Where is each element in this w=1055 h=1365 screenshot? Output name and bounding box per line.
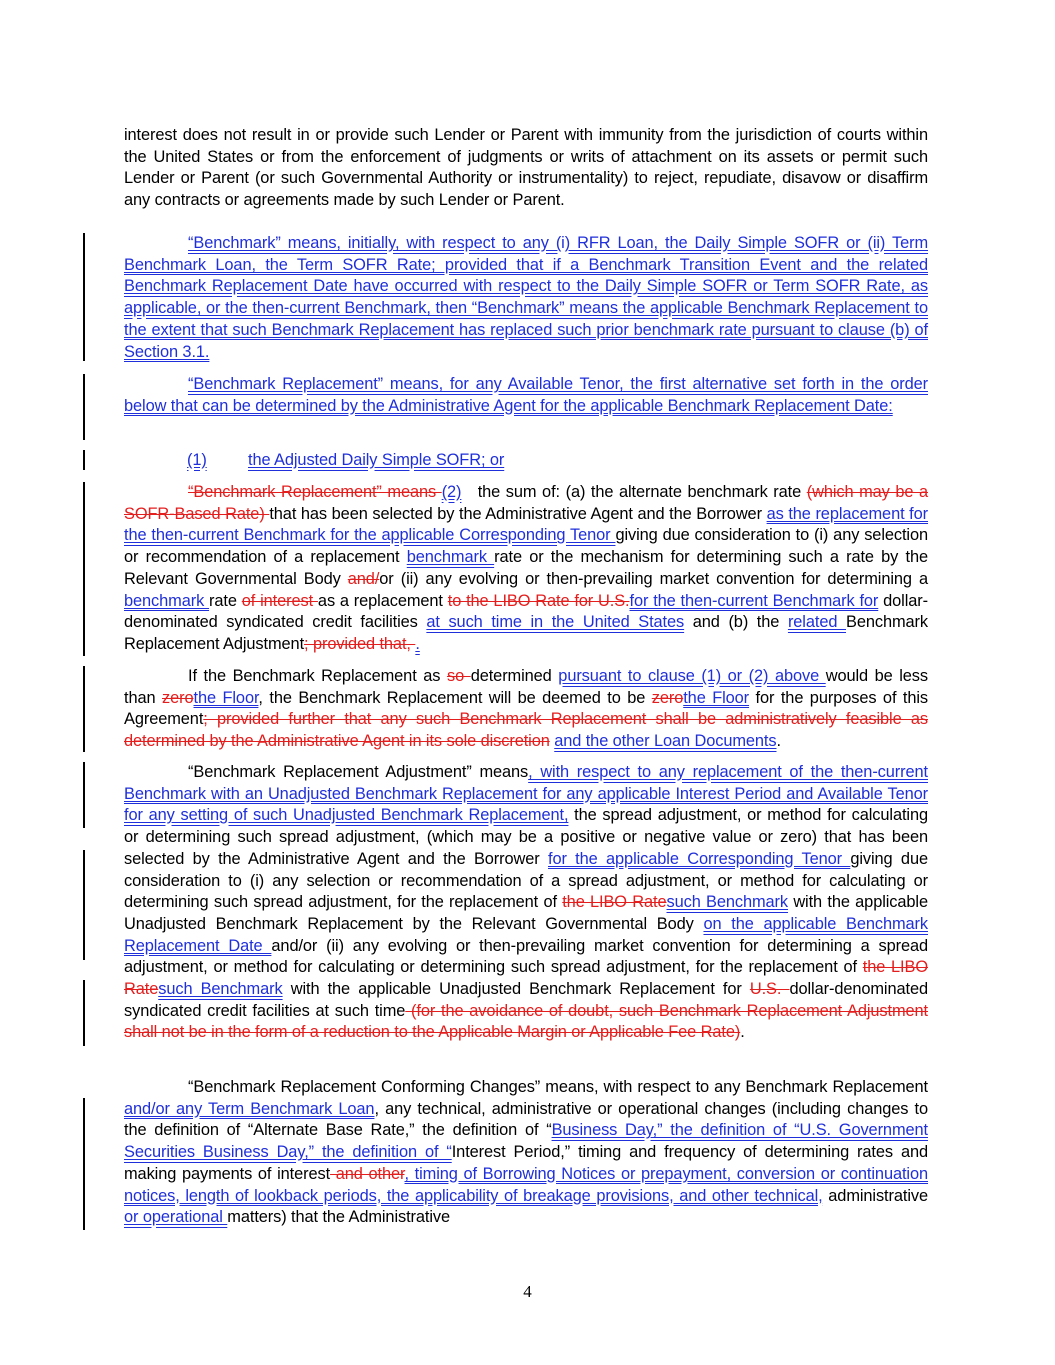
inserted-text: benchmark — [406, 548, 495, 567]
body-text: If the Benchmark Replacement as — [188, 667, 447, 685]
body-text: , the Benchmark Replacement will be deemed to be — [258, 688, 652, 707]
deleted-text: and other — [330, 1164, 405, 1183]
inserted-text: benchmark — [124, 591, 210, 610]
inserted-text: the Floor — [683, 688, 750, 707]
page-number: 4 — [523, 1282, 532, 1301]
change-bar — [83, 850, 85, 894]
inserted-text: “Benchmark Replacement” means, for any Available Tenor, the first alternative set forth in the order below that can be determined by the Administrative Agent for the applicable Benchmark Replacement Date: — [124, 375, 928, 415]
deleted-text: ; provided further that any such Benchmark Replacement shall be administratively feasible as determined by the Administrative Agent in its sole discretion — [124, 710, 928, 751]
change-bar — [83, 762, 85, 828]
definition-benchmark-replacement-adjustment — [124, 762, 928, 1044]
inserted-text: the Floor — [193, 688, 259, 707]
inserted-text: such Benchmark — [666, 893, 789, 912]
body-text: Benchmark Replacement Adjustment — [124, 613, 928, 653]
list-item-2 — [124, 482, 928, 656]
change-bar — [83, 666, 85, 752]
body-text: . — [776, 732, 781, 751]
body-text: matters) that the Administrative — [227, 1208, 451, 1227]
deleted-text: zero — [651, 688, 684, 707]
change-bar — [83, 938, 85, 960]
paragraph-text: interest does not result in or provide such Lender or Parent with immunity from the jurisdiction of courts within the United States or from the enforcement of judgments or writs of attachment on its assets or permit such Lender or Parent (or such Governmental Authority or instrumentality) to reject, repudiate, disavow or disaffirm any contracts or agreements made by such Lender or Parent. — [124, 126, 928, 210]
body-text: that has been selected by the Administrative Agent and the Borrower — [269, 504, 767, 523]
definition-benchmark-replacement — [124, 374, 928, 417]
body-text: for the purposes of this Agreement — [124, 688, 928, 729]
body-text: rate or the mechanism for determining such a rate by the Relevant Governmental Body — [124, 548, 928, 588]
inserted-text: and the other Loan Documents — [554, 732, 777, 751]
body-text: rate — [209, 591, 242, 610]
deleted-text: the LIBO Rate — [562, 893, 667, 912]
deleted-text: U.S. — [749, 980, 790, 999]
inserted-text: (2) — [441, 483, 462, 501]
list-text: the Adjusted Daily Simple SOFR; or — [248, 451, 505, 469]
body-text: , any technical, administrative or operational changes (including changes to the definition of “Alternate Base Rate,” the definition of “ — [124, 1099, 929, 1140]
body-text: dollar-denominated syndicated credit facilities — [124, 591, 928, 632]
change-bar — [83, 980, 85, 1046]
body-text: . — [740, 1023, 745, 1042]
inserted-text: such Benchmark — [158, 980, 283, 999]
body-text: as a replacement — [317, 591, 448, 610]
definition-benchmark — [124, 233, 928, 363]
body-text: with the applicable Unadjusted Benchmark Replacement by the Relevant Governmental Body — [124, 893, 928, 933]
inserted-text: for the applicable Corresponding Tenor — [548, 849, 851, 868]
inserted-text: on the applicable Benchmark Replacement Date — [124, 914, 928, 955]
inserted-text: at such time in the United States — [426, 613, 685, 632]
deleted-text: so — [446, 667, 471, 685]
body-text: determined — [470, 667, 559, 685]
change-bar — [83, 233, 85, 361]
inserted-text: related — [787, 613, 846, 632]
deleted-text: (for the avoidance of doubt, such Benchmark Replacement Adjustment shall not be in the form of a reduction to the Applicable Margin or Applicable Fee Rate) — [124, 1001, 928, 1042]
deleted-text: the LIBO Rate — [124, 958, 928, 999]
deleted-text: to the LIBO Rate for U.S. — [447, 591, 630, 610]
inserted-text: “Benchmark” means, initially, with respect to any (i) RFR Loan, the Daily Simple SOFR or (ii) Term Benchmark Loan, the Term SOFR Rate; provided that if a Benchmark Transition Event and the related Benchmark Replacement Date have occurred with respect to the Daily Simple SOFR or Term SOFR Rate, as applicable, or the then-current Benchmark, then “Benchmark” means the applicable Benchmark Replacement to the extent that such Benchmark Replacement has replaced such prior benchmark rate pursuant to clause (b) of Section 3.1. — [124, 234, 928, 361]
body-text: the spread adjustment, or method for calculating or determining such spread adjustment, (which may be a positive or negative value or zero) that has been selected by the Administrative Agent and the Borrower — [124, 806, 928, 868]
body-text: “Benchmark Replacement Adjustment” means — [188, 763, 529, 781]
inserted-text: pursuant to clause (1) or (2) above — [558, 667, 826, 685]
deleted-text: (which may be a SOFR-Based Rate) — [124, 483, 928, 523]
body-text: dollar-denominated syndicated credit facilities at such time — [124, 980, 928, 1020]
deleted-text: zero — [162, 688, 194, 707]
body-text: or (ii) any evolving or then-prevailing market convention for determining a — [379, 569, 928, 588]
change-bar — [83, 482, 85, 656]
list-number: (1) — [187, 451, 207, 469]
body-text: administrative — [822, 1186, 928, 1205]
change-bar — [83, 450, 85, 470]
change-bar — [83, 1098, 85, 1230]
inserted-text: and/or any Term Benchmark Loan — [124, 1099, 375, 1118]
inserted-text: . — [415, 634, 420, 653]
body-text: the sum of: (a) the alternate benchmark rate — [461, 483, 807, 501]
body-text: giving due consideration to (i) any selection or recommendation of a replacement — [124, 526, 928, 567]
body-text: with the applicable Unadjusted Benchmark Replacement for — [282, 980, 750, 999]
body-text: Interest Period,” timing and frequency of determining rates and making payments of interest — [124, 1143, 928, 1183]
inserted-text: , timing of Borrowing Notices or prepayment, conversion or continuation notices, length of lookback periods, the applicability of breakage provisions, and other technical, — [124, 1164, 929, 1205]
body-text: would be less than — [124, 667, 928, 707]
inserted-text: or operational — [124, 1208, 228, 1227]
body-text: “Benchmark Replacement Conforming Changes” means, with respect to any Benchmark Replacement — [188, 1078, 928, 1096]
paragraph-interest — [124, 125, 928, 212]
paragraph-floor — [124, 666, 928, 753]
definition-conforming-changes — [124, 1077, 928, 1229]
change-bar — [83, 894, 85, 938]
deleted-text: “Benchmark Replacement” means — [188, 483, 442, 501]
inserted-text: as the replacement for the then-current Benchmark for the applicable Corresponding Tenor — [124, 504, 929, 545]
inserted-text: for the then-current Benchmark for — [629, 591, 879, 610]
deleted-text: of interest — [241, 591, 318, 610]
deleted-text: and/ — [347, 569, 380, 588]
deleted-text: ; provided that, — [304, 634, 416, 653]
change-bar — [83, 374, 85, 440]
inserted-text: , with respect to any replacement of the then-current Benchmark with an Unadjusted Benchmark Replacement for any applicable Interest Period and Available Tenor for any setting of such Unadjusted Benchmark Replacement, — [124, 763, 928, 825]
body-text: giving due consideration to (i) any selection or recommendation of a spread adjustment, or method for calculating or determining such spread adjustment, for the replacement of — [124, 849, 928, 912]
body-text: and (b) the — [684, 613, 788, 632]
body-text: and/or (ii) any evolving or then-prevailing market convention for determining a spread adjustment, or method for calculating or determining such spread adjustment, for the replacement of — [124, 936, 928, 977]
inserted-text: Business Day,” the definition of “U.S. Government Securities Business Day,” the definition of “ — [124, 1121, 928, 1162]
